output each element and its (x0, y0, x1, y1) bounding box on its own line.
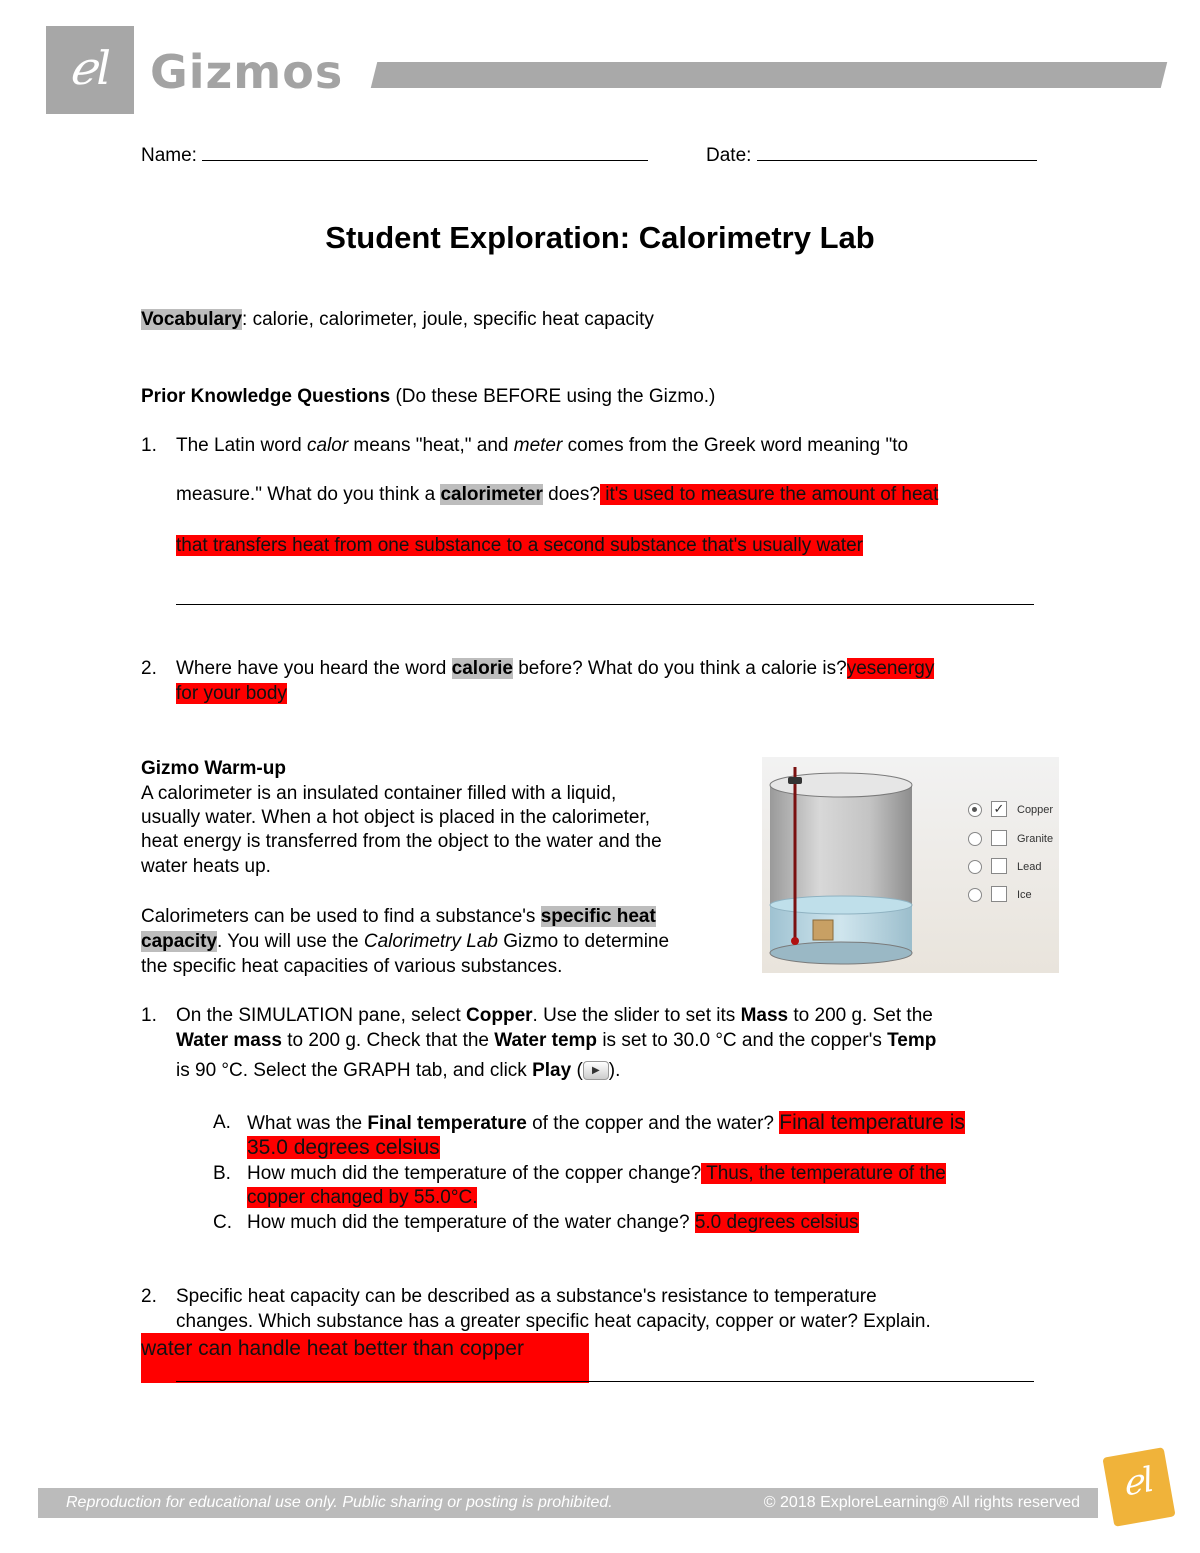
prior-q1-answer: it's used to measure the amount of heat (599, 484, 939, 505)
q1-text: is set to 30.0 °C and the copper's (597, 1030, 888, 1051)
sub-a-answer: Final temperature is (779, 1111, 965, 1134)
prior-q1-line2 (176, 482, 938, 507)
play-term: Play (532, 1060, 572, 1081)
warmup-q2-answer: water can handle heat better than copper (141, 1337, 524, 1360)
copper-term: Copper (466, 1005, 533, 1026)
prior-q2-answer-cont: for your body (176, 683, 287, 704)
name-field-row (141, 142, 648, 168)
q1-text: is 90 °C. Select the GRAPH tab, and click (176, 1060, 533, 1081)
prior-q1-line1 (176, 433, 908, 458)
ice-checkbox[interactable] (991, 886, 1007, 902)
answer-line (176, 1381, 1034, 1382)
prior-q2-text: before? What do you think a calorie is? (512, 658, 847, 679)
prior-q1-calor: calor (306, 435, 349, 456)
warmup-p1-line2: usually water. When a hot object is placed in the calorimeter, (141, 807, 651, 828)
q1-text: . Use the slider to set its (532, 1005, 741, 1026)
lead-checkbox[interactable] (991, 858, 1007, 874)
lead-option-label: Lead (1017, 861, 1042, 873)
temp-term: Temp (887, 1030, 937, 1051)
prior-knowledge-heading (141, 384, 715, 409)
footer-notice: Reproduction for educational use only. Public sharing or posting is prohibited. (66, 1494, 613, 1511)
prior-q2-line1 (176, 656, 934, 681)
sub-c-letter: C. (213, 1212, 232, 1233)
sub-c-line1 (247, 1210, 859, 1235)
warmup-p2-line2 (141, 929, 669, 954)
warmup-p2-text: Calorimeters can be used to find a substance's (141, 906, 541, 927)
header-bar (371, 62, 1167, 88)
copper-option-label: Copper (1017, 804, 1054, 816)
name-field[interactable] (202, 142, 648, 161)
explorelearning-logo-icon: ℯl (46, 26, 134, 114)
warmup-q1-number: 1. (141, 1005, 157, 1026)
q1-text: to 200 g. Check that the (281, 1030, 495, 1051)
sub-b-letter: B. (213, 1163, 231, 1184)
granite-radio[interactable] (968, 832, 982, 846)
warmup-heading-text: Gizmo Warm-up (141, 758, 286, 779)
prior-q1-text: does? (542, 484, 600, 505)
prior-q1-text: measure." What do you think a (176, 484, 441, 505)
warmup-q2-line1: Specific heat capacity can be described as a substance's resistance to temperature (176, 1286, 877, 1307)
calorimeter-term: calorimeter (440, 484, 543, 505)
prior-q2-answer: yesenergy (846, 658, 935, 679)
granite-checkbox[interactable] (991, 830, 1007, 846)
warmup-heading (141, 756, 286, 781)
q1-text: ). (608, 1060, 621, 1081)
sub-a-line2 (247, 1135, 440, 1160)
date-field[interactable] (757, 142, 1037, 161)
warmup-q1-line3 (176, 1058, 620, 1083)
prior-q1-meter: meter (513, 435, 563, 456)
date-field-row (706, 142, 1037, 168)
sub-a-line1 (247, 1110, 965, 1136)
prior-q1-text: comes from the Greek word meaning "to (562, 435, 909, 456)
sub-c-answer: 5.0 degrees celsius (694, 1212, 859, 1233)
capacity-term: capacity (141, 931, 218, 952)
footer-copyright: © 2018 ExploreLearning® All rights reserved (763, 1494, 1080, 1511)
prior-heading-note: (Do these BEFORE using the Gizmo.) (395, 386, 716, 407)
copper-radio[interactable] (968, 803, 982, 817)
sub-b-answer: Thus, the temperature of the (701, 1163, 946, 1184)
water-temp-term: Water temp (494, 1030, 598, 1051)
q1-text: ( (571, 1060, 583, 1081)
copper-checkbox[interactable]: ✓ (991, 801, 1007, 817)
warmup-p2-text: . You will use the (217, 931, 364, 952)
prior-q1-answer-cont: that transfers heat from one substance to a second substance that's usually water (176, 535, 863, 556)
granite-option-label: Granite (1017, 833, 1054, 845)
final-temperature-term: Final temperature (367, 1113, 527, 1134)
sub-a-answer-cont: 35.0 degrees celsius (247, 1136, 440, 1159)
prior-q1-text: The Latin word (176, 435, 307, 456)
water-mass-term: Water mass (176, 1030, 282, 1051)
warmup-p2-line1 (141, 904, 656, 929)
date-label: Date: (706, 145, 752, 166)
sub-a-letter: A. (213, 1112, 231, 1133)
q1-text: to 200 g. Set the (788, 1005, 933, 1026)
calorimeter-illustration (762, 757, 1059, 973)
warmup-q1-line2 (176, 1028, 936, 1053)
explorelearning-footer-logo-icon: ℯl (1102, 1447, 1175, 1527)
warmup-p1-line1: A calorimeter is an insulated container filled with a liquid, (141, 783, 617, 804)
ice-radio[interactable] (968, 888, 982, 902)
sub-a-text: What was the (247, 1113, 368, 1134)
prior-q2-line2 (176, 681, 287, 706)
sub-b-line2 (247, 1185, 477, 1210)
play-button-icon: ▶ (583, 1061, 609, 1080)
mass-term: Mass (740, 1005, 789, 1026)
answer-line (176, 604, 1034, 605)
warmup-q2-number: 2. (141, 1286, 157, 1307)
sub-b-answer-cont: copper changed by 55.0°C. (247, 1187, 478, 1208)
sub-b-line1 (247, 1161, 946, 1186)
ice-option-label: Ice (1017, 889, 1032, 901)
prior-heading-text: Prior Knowledge Questions (141, 386, 391, 407)
gizmos-brand: Gizmos (150, 45, 344, 99)
sub-a-text: of the copper and the water? (526, 1113, 780, 1134)
vocabulary-colon: : (242, 309, 248, 330)
prior-q1-number: 1. (141, 435, 157, 456)
calorimeter-figure (762, 757, 1059, 973)
warmup-p2-text: Gizmo to determine (497, 931, 670, 952)
vocabulary-row (141, 307, 654, 332)
q1-text: On the SIMULATION pane, select (176, 1005, 467, 1026)
footer-bar (38, 1488, 1098, 1518)
warmup-p2-line3: the specific heat capacities of various substances. (141, 956, 563, 977)
prior-q1-answer-line2 (176, 533, 863, 558)
specific-heat-term: specific heat (540, 906, 656, 927)
lead-radio[interactable] (968, 860, 982, 874)
name-label: Name: (141, 145, 197, 166)
gizmo-name: Calorimetry Lab (363, 931, 498, 952)
vocabulary-label: Vocabulary (141, 309, 243, 330)
prior-q1-text: means "heat," and (348, 435, 514, 456)
page-title: Student Exploration: Calorimetry Lab (325, 220, 875, 255)
sub-b-text: How much did the temperature of the copper change? (247, 1163, 702, 1184)
prior-q2-number: 2. (141, 658, 157, 679)
warmup-p1-line3: heat energy is transferred from the object to the water and the (141, 831, 662, 852)
calorie-term: calorie (451, 658, 513, 679)
warmup-p1-line4: water heats up. (141, 856, 271, 877)
vocabulary-terms: calorie, calorimeter, joule, specific heat capacity (252, 309, 654, 330)
warmup-q1-line1 (176, 1003, 933, 1028)
warmup-q2-line2: changes. Which substance has a greater specific heat capacity, copper or water? Explain. (176, 1311, 931, 1332)
sub-c-text: How much did the temperature of the water change? (247, 1212, 695, 1233)
prior-q2-text: Where have you heard the word (176, 658, 452, 679)
